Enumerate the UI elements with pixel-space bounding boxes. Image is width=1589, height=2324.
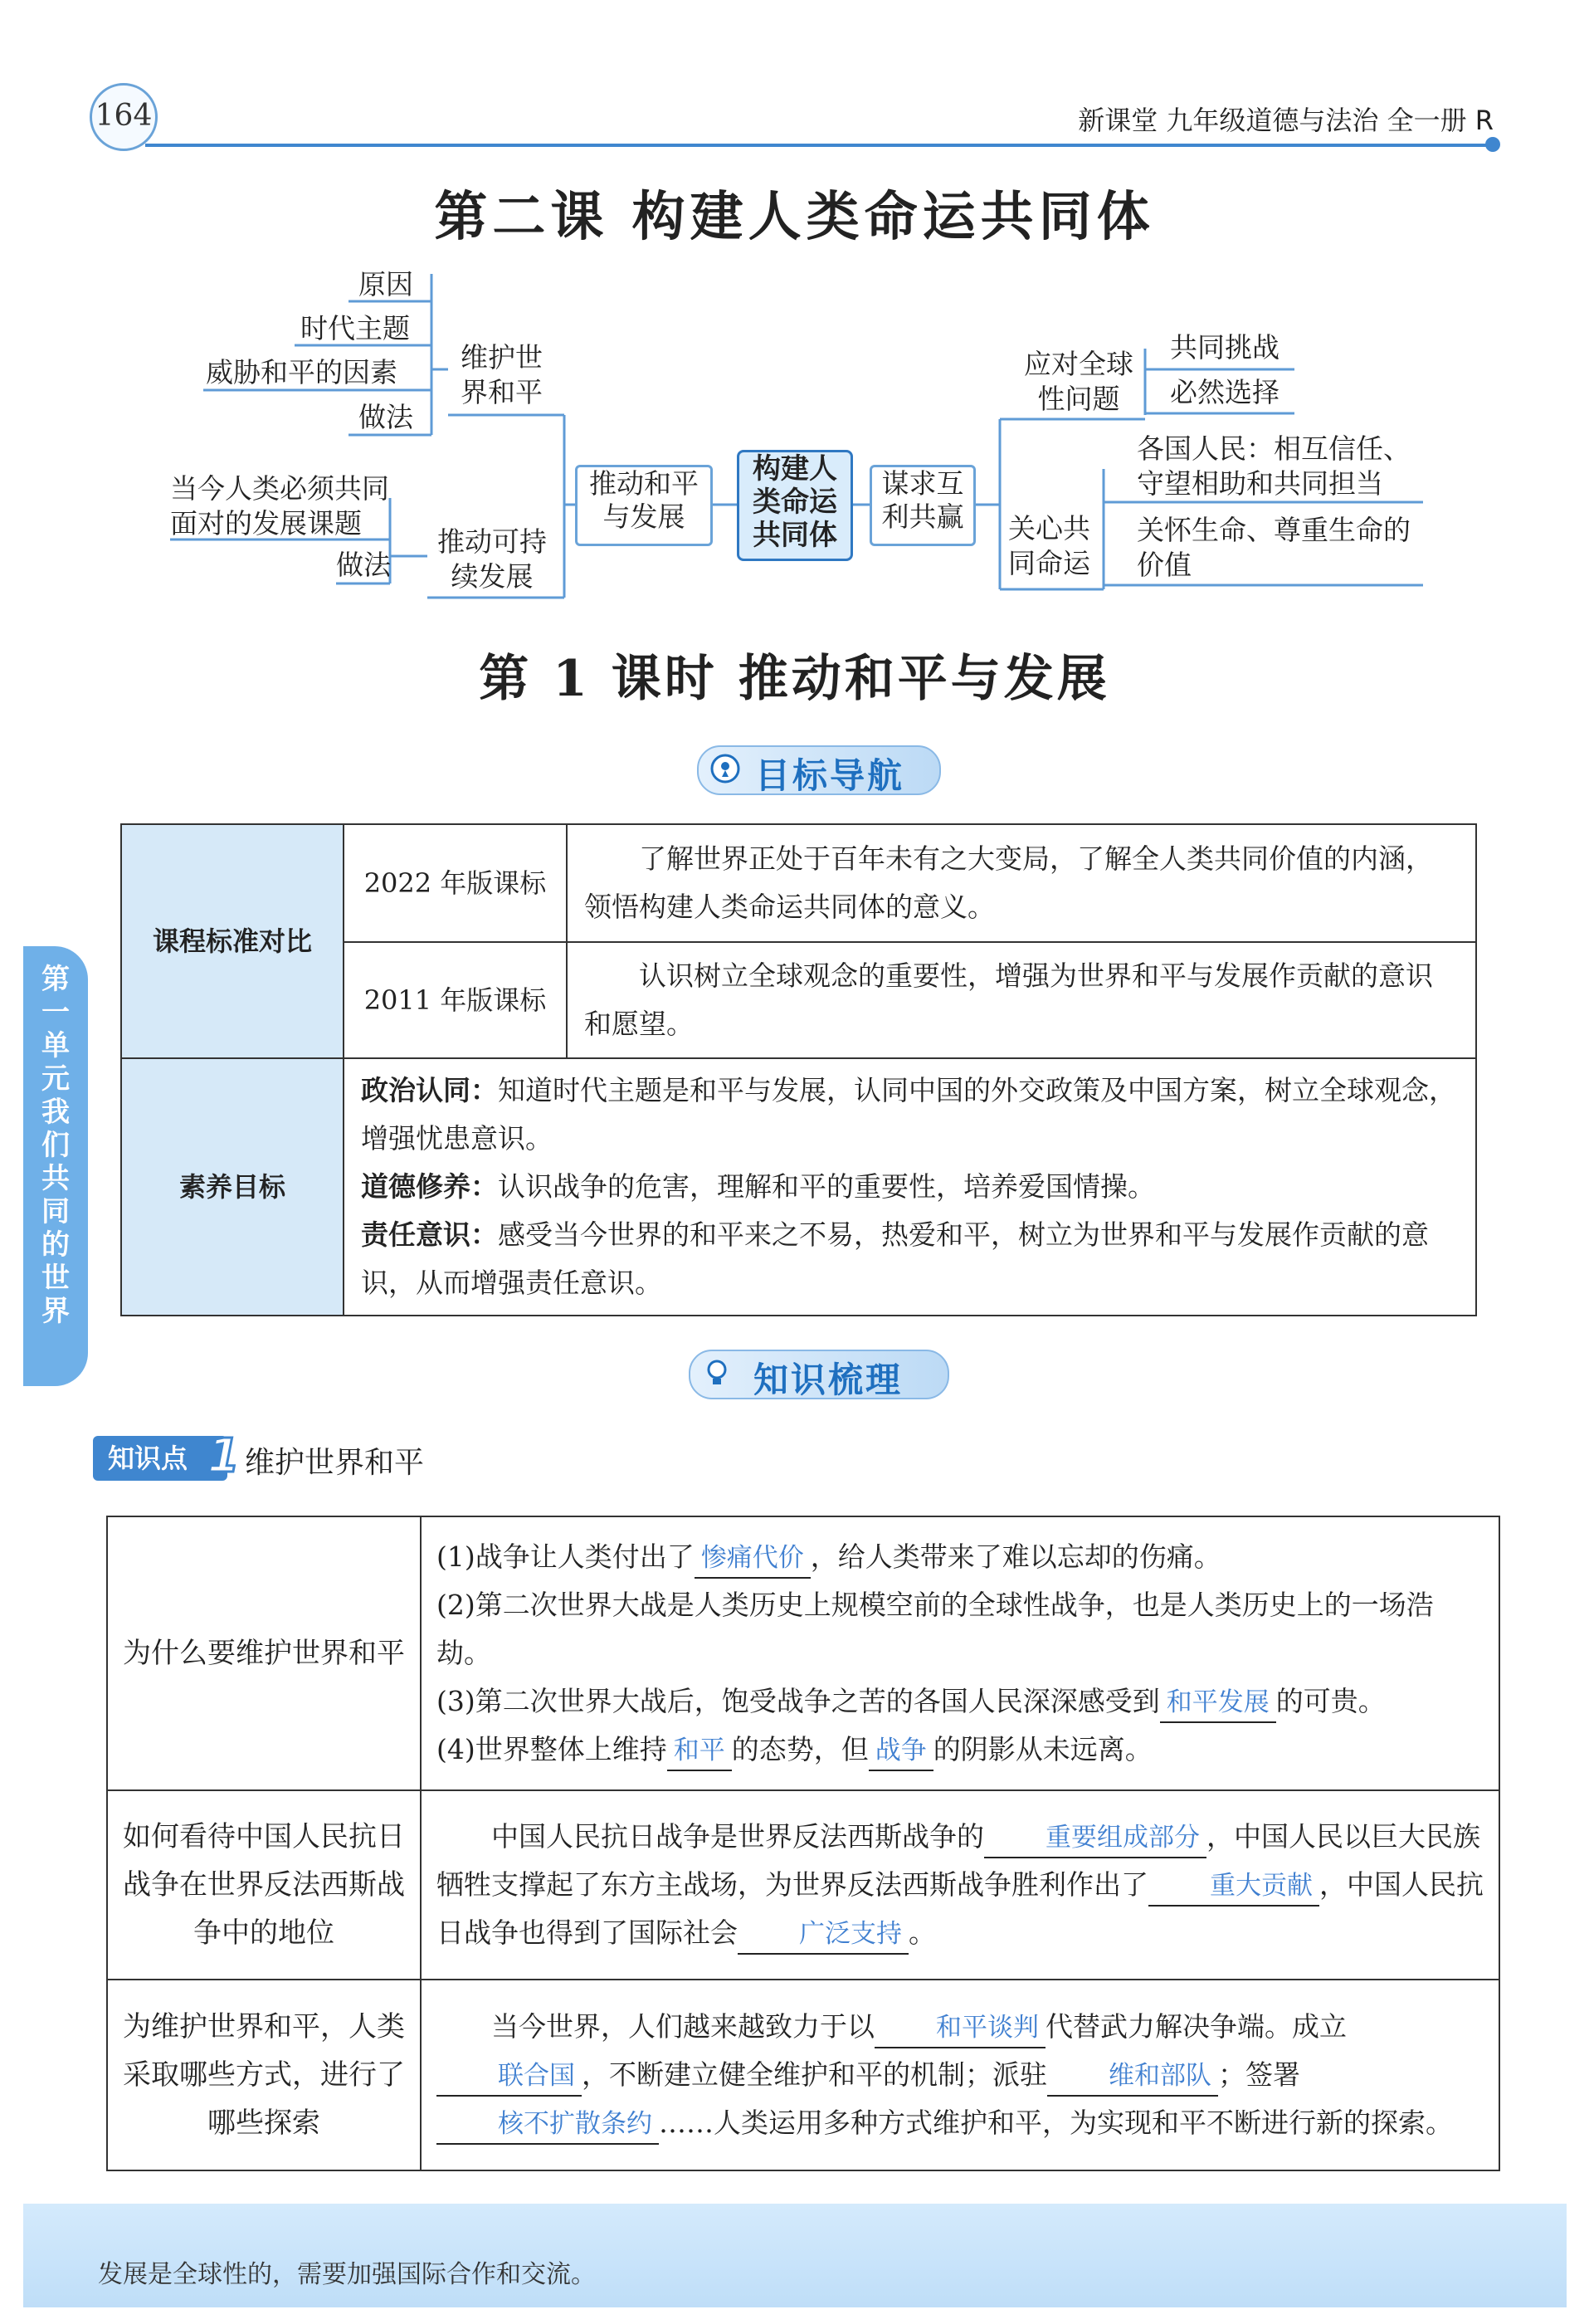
lightbulb-icon	[700, 1356, 734, 1389]
course-standard-header: 课程标准对比	[121, 824, 344, 1058]
blank-npt: 核不扩散条约	[436, 2105, 659, 2145]
mm-item-threat: 威胁和平的因素	[206, 356, 397, 388]
mm-item-dev-issue: 当今人类必须共同面对的发展课题	[170, 472, 389, 540]
mm-branch-sustain: 推动可持续发展	[437, 525, 547, 593]
mm-life: 关怀生命、尊重生命的价值	[1137, 514, 1411, 581]
mm-item-method-1: 做法	[358, 401, 413, 433]
page-number: 164	[90, 83, 158, 151]
mm-box-promote: 推动和平与发展	[575, 465, 713, 546]
std-2011-label: 2011 年版课标	[344, 942, 567, 1058]
blank-important-part: 重要组成部分	[984, 1819, 1206, 1858]
mm-global-issue: 应对全球性问题	[1024, 348, 1133, 415]
kp-title: 维护世界和平	[245, 1446, 425, 1480]
blank-peace-talks: 和平谈判	[875, 2009, 1046, 2048]
knowledge-table	[106, 1516, 1500, 2171]
mm-box-seek: 谋求互利共赢	[870, 465, 976, 546]
blank-war: 战争	[869, 1731, 933, 1771]
a-ways-explore: 当今世界，人们越来越致力于以 和平谈判 代替武力解决争端。成立联合国 ，不断建立健全维护和平的机制；派驻 维和部队 ；签署核不扩散条约 ……人类运用多种方式维护和平，为实现和平不断进行新的探索。	[421, 1980, 1499, 2170]
blank-peacekeepers: 维和部队	[1047, 2057, 1218, 2097]
goal-banner	[697, 745, 938, 795]
blank-peace: 和平	[667, 1731, 732, 1771]
location-pin-icon	[709, 752, 742, 785]
knowledge-banner-text: 知识梳理	[753, 1360, 904, 1400]
footer-note: 发展是全球性的，需要加强国际合作和交流。	[98, 2260, 596, 2289]
sub-title: 第 1 课时 推动和平与发展	[479, 650, 1110, 708]
book-title: 新课堂 九年级道德与法治 全一册 R	[1078, 105, 1494, 136]
q-why-peace: 为什么要维护世界和平	[107, 1516, 421, 1790]
std-2011-text: 认识树立全球观念的重要性，增强为世界和平与发展作贡献的意识和愿望。	[567, 942, 1476, 1058]
literacy-header: 素养目标	[121, 1058, 344, 1316]
a-why-peace: (1)战争让人类付出了 惨痛代价 ，给人类带来了难以忘却的伤痛。 (2)第二次世界大战是人类历史上规模空前的全球性战争，也是人类历史上的一场浩劫。 (3)第二次世界大战后，饱受战争之苦的各国人民深深感受到 和平发展 的可贵。 (4)世界整体上维持 和平 的态势，但 战争 的阴影从未远离。	[421, 1516, 1499, 1790]
mm-common-challenge: 共同挑战	[1170, 331, 1279, 364]
literacy-moral: 道德修养：认识战争的危害，理解和平的重要性，培养爱国情操。	[361, 1170, 1155, 1203]
goal-table	[120, 823, 1477, 1316]
q-ways-explore: 为维护世界和平，人类采取哪些方式，进行了哪些探索	[107, 1980, 421, 2170]
knowledge-banner	[689, 1350, 946, 1399]
a-anti-japanese-war: 中国人民抗日战争是世界反法西斯战争的 重要组成部分 ，中国人民以巨大民族牺牲支撑起了东方主战场，为世界反法西斯战争胜利作出了 重大贡献 ，中国人民抗日战争也得到了国际社会 广泛支持 。	[421, 1790, 1499, 1980]
mm-center-node: 构建人类命运共同体	[737, 450, 853, 561]
literacy-political: 政治认同：知道时代主题是和平与发展，认同中国的外交政策及中国方案，树立全球观念，增强忧患意识。	[361, 1074, 1456, 1155]
blank-great-contribution: 重大贡献	[1148, 1867, 1319, 1907]
literacy-responsibility: 责任意识：感受当今世界的和平来之不易，热爱和平，树立为世界和平与发展作贡献的意识，从而增强责任意识。	[361, 1218, 1429, 1299]
goal-banner-text: 目标导航	[755, 755, 905, 796]
unit-side-tab: 第 一 单 元 我 们 共 同 的 世 界	[23, 946, 88, 1386]
blank-un: 联合国	[436, 2057, 582, 2097]
kp-badge: 知识点	[93, 1436, 227, 1481]
q-anti-japanese-war: 如何看待中国人民抗日战争在世界反法西斯战争中的地位	[107, 1790, 421, 1980]
mm-item-method-2: 做法	[336, 549, 391, 581]
mm-item-theme: 时代主题	[300, 312, 410, 344]
lesson-title: 第二课 构建人类命运共同体	[434, 186, 1155, 248]
literacy-content	[344, 1058, 1476, 1316]
blank-peace-dev: 和平发展	[1160, 1683, 1276, 1723]
mm-necessary-choice: 必然选择	[1170, 376, 1279, 408]
blank-wide-support: 广泛支持	[738, 1915, 909, 1955]
blank-cost: 惨痛代价	[695, 1539, 811, 1579]
mm-branch-peace: 维护世界和平	[461, 341, 543, 408]
kp-number: 1	[207, 1429, 240, 1483]
mm-common-fate: 关心共同命运	[1008, 512, 1090, 579]
mm-people: 各国人民：相互信任、守望相助和共同担当	[1137, 432, 1411, 500]
mm-item-reason: 原因	[358, 268, 413, 300]
std-2022-label: 2022 年版课标	[344, 824, 567, 942]
std-2022-text: 了解世界正处于百年未有之大变局，了解全人类共同价值的内涵，领悟构建人类命运共同体的意义。	[567, 824, 1476, 942]
